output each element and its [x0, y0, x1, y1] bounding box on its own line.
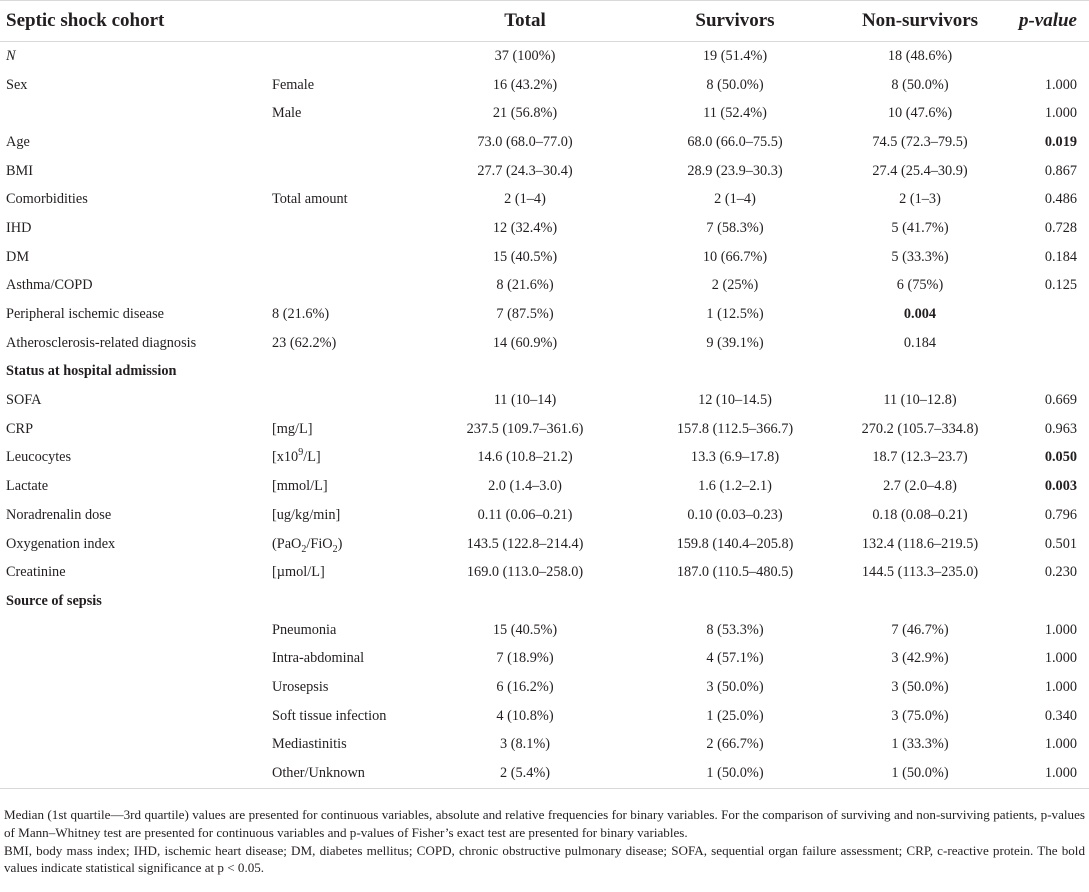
- p-value-significant: 0.050: [1044, 449, 1077, 466]
- total-value: 16 (43.2%): [492, 76, 558, 93]
- section-status-admission: Status at hospital admission: [6, 363, 177, 380]
- total-value: 73.0 (68.0–77.0): [477, 133, 573, 150]
- row-sublabel: [ug/kg/min]: [272, 506, 341, 523]
- table-row: [0, 731, 1089, 760]
- total-value: 4 (10.8%): [496, 707, 554, 724]
- non-survivors-value: 8 (50.0%): [891, 76, 949, 93]
- p-value: 1.000: [1002, 759, 1089, 788]
- table-row: [0, 185, 1089, 214]
- non-survivors-value: 3 (75.0%): [891, 707, 949, 724]
- row-sublabel: 23 (62.2%): [272, 334, 337, 351]
- table-row: [0, 644, 1089, 673]
- survivors-value: 1 (25.0%): [706, 707, 764, 724]
- table-row: [0, 444, 1089, 473]
- row-sublabel: [268, 128, 418, 157]
- non-survivors-value: 270.2 (105.7–334.8): [861, 420, 979, 437]
- p-value: 0.230: [1044, 564, 1077, 581]
- total-value: 27.7 (24.3–30.4): [477, 162, 573, 179]
- row-label: Atherosclerosis-related diagnosis: [6, 334, 197, 351]
- row-label: [0, 673, 268, 702]
- survivors-value: 9 (39.1%): [706, 334, 764, 351]
- p-value-blank: [1002, 329, 1089, 358]
- table-row: [0, 386, 1089, 415]
- row-label: Asthma/COPD: [6, 277, 93, 294]
- p-value: 0.669: [1044, 392, 1077, 409]
- total-value: 2 (1–4): [504, 191, 546, 208]
- table-row: [0, 472, 1089, 501]
- non-survivors-value: 2 (1–3): [899, 191, 941, 208]
- survivors-value: 2 (66.7%): [706, 736, 764, 753]
- p-value: 0.963: [1044, 420, 1077, 437]
- total-value: 11 (10–14): [493, 392, 557, 409]
- p-value: 1.000: [1044, 105, 1077, 122]
- row-label: [0, 731, 268, 760]
- non-survivors-value: 0.18 (0.08–0.21): [872, 506, 968, 523]
- p-value: 0.184: [1044, 248, 1077, 265]
- non-survivors-value: 132.4 (118.6–219.5): [861, 535, 979, 552]
- row-sublabel: Mediastinitis: [272, 736, 347, 753]
- survivors-value: 1 (12.5%): [706, 306, 764, 323]
- p-value: 0.184: [903, 334, 937, 351]
- header-non-survivors: Non-survivors: [838, 1, 1002, 42]
- survivors-value: 4 (57.1%): [706, 650, 764, 667]
- table-row: [0, 501, 1089, 530]
- total-value: 8 (21.6%): [496, 277, 554, 294]
- row-sublabel: Urosepsis: [272, 678, 329, 695]
- row-sublabel: [268, 386, 418, 415]
- table-row: [0, 415, 1089, 444]
- non-survivors-value: 2.7 (2.0–4.8): [883, 478, 957, 495]
- p-value: 0.125: [1044, 277, 1077, 294]
- non-survivors-value: 144.5 (113.3–235.0): [861, 564, 979, 581]
- p-value: 1.000: [1044, 650, 1077, 667]
- row-sublabel: [µmol/L]: [272, 564, 325, 581]
- total-value: 15 (40.5%): [492, 621, 558, 638]
- table-row: [0, 673, 1089, 702]
- row-label: DM: [6, 248, 30, 265]
- footnote-abbreviations: BMI, body mass index; IHD, ischemic heart disease; DM, diabetes mellitus; COPD, chronic obstructive pulmonary disease; SOFA, sequential organ failure assessment; CRP, c-reactive protein. The bold values indicate statistical significance at p < 0.05.: [4, 842, 1085, 876]
- total-value: 237.5 (109.7–361.6): [466, 420, 584, 437]
- total-value: 37 (100%): [494, 47, 556, 64]
- row-sublabel: Soft tissue infection: [272, 707, 387, 724]
- p-value: 0.796: [1044, 506, 1077, 523]
- row-sublabel: [268, 272, 418, 301]
- survivors-value: 13.3 (6.9–17.8): [690, 449, 780, 466]
- row-label: [0, 99, 268, 128]
- table-row: [0, 530, 1089, 559]
- row-label: Age: [6, 133, 30, 150]
- row-sublabel: [268, 42, 418, 71]
- total-value: 14.6 (10.8–21.2): [477, 449, 573, 466]
- total-value: 169.0 (113.0–258.0): [466, 564, 584, 581]
- row-label: [0, 644, 268, 673]
- table-row: [0, 214, 1089, 243]
- row-sublabel-unit: (PaO$_2$/FiO$_2$): [272, 535, 343, 555]
- p-value: 1.000: [1044, 678, 1077, 695]
- p-value-significant: 0.019: [1044, 133, 1077, 150]
- header-total: Total: [418, 1, 632, 42]
- table-row: [0, 558, 1089, 587]
- row-sublabel: [mg/L]: [272, 420, 313, 437]
- row-sublabel: [268, 157, 418, 186]
- p-value: 1.000: [1044, 621, 1077, 638]
- footnote-methods: Median (1st quartile—3rd quartile) values are presented for continuous variables, absolute and relative frequencies for binary variables. For the comparison of surviving and non-surviving patients, p-values of Mann–Whitney test are presented for continuous variables and p-values of Fisher’s exact test are presented for binary variables.: [4, 807, 1085, 840]
- row-sublabel: Other/Unknown: [268, 759, 418, 788]
- total-value: 2.0 (1.4–3.0): [488, 478, 562, 495]
- non-survivors-value: 7 (46.7%): [891, 621, 949, 638]
- non-survivors-value: 18 (48.6%): [887, 47, 953, 64]
- table-row: [0, 702, 1089, 731]
- survivors-value: 1 (50.0%): [632, 759, 838, 788]
- table-row: [0, 329, 1089, 358]
- non-survivors-value: 11 (10–12.8): [883, 392, 957, 409]
- survivors-value: 7 (58.3%): [706, 219, 764, 236]
- row-sublabel: [268, 243, 418, 272]
- row-label: Oxygenation index: [6, 535, 116, 552]
- row-label: [0, 616, 268, 645]
- non-survivors-value: 27.4 (25.4–30.9): [872, 162, 968, 179]
- row-label: Peripheral ischemic disease: [6, 306, 164, 323]
- row-sublabel: Total amount: [272, 191, 348, 208]
- section-source-sepsis: Source of sepsis: [6, 592, 102, 609]
- total-value: 143.5 (122.8–214.4): [466, 535, 584, 552]
- non-survivors-value: 74.5 (72.3–79.5): [872, 133, 968, 150]
- survivors-value: 11 (52.4%): [703, 105, 767, 122]
- header-p-value: p-value: [1002, 1, 1089, 42]
- table-row: [0, 243, 1089, 272]
- survivors-value: 0.10 (0.03–0.23): [687, 506, 783, 523]
- table-footnotes: [4, 806, 1085, 877]
- table-row: [0, 99, 1089, 128]
- total-value: 6 (16.2%): [496, 678, 554, 695]
- total-value: 12 (32.4%): [492, 219, 558, 236]
- row-sublabel: 8 (21.6%): [272, 306, 330, 323]
- row-label: Noradrenalin dose: [6, 506, 112, 523]
- total-value: 15 (40.5%): [492, 248, 558, 265]
- non-survivors-value: 1 (50.0%): [838, 759, 1002, 788]
- p-value: 1.000: [1044, 736, 1077, 753]
- total-value: 0.11 (0.06–0.21): [477, 506, 573, 523]
- header-blank: [268, 1, 418, 42]
- table-row: [0, 71, 1089, 100]
- survivors-value: 8 (50.0%): [706, 76, 764, 93]
- p-value: [1002, 42, 1089, 71]
- row-label: [0, 759, 268, 788]
- non-survivors-value: 3 (50.0%): [891, 678, 949, 695]
- survivors-value: 68.0 (66.0–75.5): [687, 133, 783, 150]
- p-value-significant: 0.003: [1044, 478, 1077, 495]
- survivors-value: 187.0 (110.5–480.5): [676, 564, 794, 581]
- p-value-significant: 0.004: [903, 306, 937, 323]
- table-row: [0, 300, 1089, 329]
- row-label: BMI: [6, 162, 34, 179]
- survivors-value: 3 (50.0%): [706, 678, 764, 695]
- row-sublabel: Female: [272, 76, 315, 93]
- total-value: 7 (87.5%): [496, 306, 554, 323]
- row-sublabel: [mmol/L]: [272, 478, 328, 495]
- total-value: 7 (18.9%): [496, 650, 554, 667]
- survivors-value: 157.8 (112.5–366.7): [676, 420, 794, 437]
- row-label: Comorbidities: [6, 191, 88, 208]
- survivors-value: 12 (10–14.5): [698, 392, 772, 409]
- p-value: 0.501: [1044, 535, 1077, 552]
- survivors-value: 28.9 (23.9–30.3): [687, 162, 783, 179]
- non-survivors-value: 6 (75%): [896, 277, 944, 294]
- table-row: [0, 157, 1089, 186]
- survivors-value: 2 (1–4): [714, 191, 756, 208]
- non-survivors-value: 18.7 (12.3–23.7): [872, 449, 968, 466]
- p-value: 0.486: [1044, 191, 1077, 208]
- row-sublabel: Male: [272, 105, 302, 122]
- non-survivors-value: 10 (47.6%): [887, 105, 953, 122]
- header-cohort: Septic shock cohort: [0, 1, 268, 42]
- row-label: Creatinine: [6, 564, 66, 581]
- p-value: 0.867: [1044, 162, 1077, 179]
- survivors-value: 1.6 (1.2–2.1): [698, 478, 772, 495]
- section-header-row: [0, 358, 1089, 387]
- non-survivors-value: 5 (41.7%): [891, 219, 949, 236]
- survivors-value: 10 (66.7%): [702, 248, 768, 265]
- row-label: [0, 702, 268, 731]
- total-value: 14 (60.9%): [492, 334, 558, 351]
- row-label: N: [6, 47, 16, 64]
- survivors-value: 2 (25%): [711, 277, 759, 294]
- section-header-row: [0, 587, 1089, 616]
- non-survivors-value: 5 (33.3%): [891, 248, 949, 265]
- survivors-value: 19 (51.4%): [702, 47, 768, 64]
- row-sublabel-unit: $[x10^9/L]$: [272, 447, 321, 466]
- p-value: 0.340: [1044, 707, 1077, 724]
- row-sublabel: [268, 214, 418, 243]
- row-label: SOFA: [6, 392, 42, 409]
- header-survivors: Survivors: [632, 1, 838, 42]
- survivors-value: 8 (53.3%): [706, 621, 764, 638]
- p-value: 1.000: [1044, 76, 1077, 93]
- table-row: [0, 42, 1089, 71]
- row-label: CRP: [6, 420, 34, 437]
- row-label: Leucocytes: [6, 449, 72, 466]
- survivors-value: 159.8 (140.4–205.8): [676, 535, 794, 552]
- p-value: 0.728: [1044, 219, 1077, 236]
- row-sublabel: Pneumonia: [272, 621, 337, 638]
- row-label: IHD: [6, 219, 32, 236]
- table-row: [0, 128, 1089, 157]
- total-value: 3 (8.1%): [499, 736, 551, 753]
- table-header-row: [0, 1, 1089, 42]
- p-value: [1002, 300, 1089, 329]
- table-row: [0, 272, 1089, 301]
- non-survivors-value: 3 (42.9%): [891, 650, 949, 667]
- table-row: [0, 759, 1089, 788]
- row-label: Sex: [6, 76, 28, 93]
- table-row: [0, 616, 1089, 645]
- total-value: 21 (56.8%): [492, 105, 558, 122]
- row-label: Lactate: [6, 478, 49, 495]
- total-value: 2 (5.4%): [418, 759, 632, 788]
- non-survivors-value: 1 (33.3%): [891, 736, 949, 753]
- row-sublabel: Intra-abdominal: [272, 650, 365, 667]
